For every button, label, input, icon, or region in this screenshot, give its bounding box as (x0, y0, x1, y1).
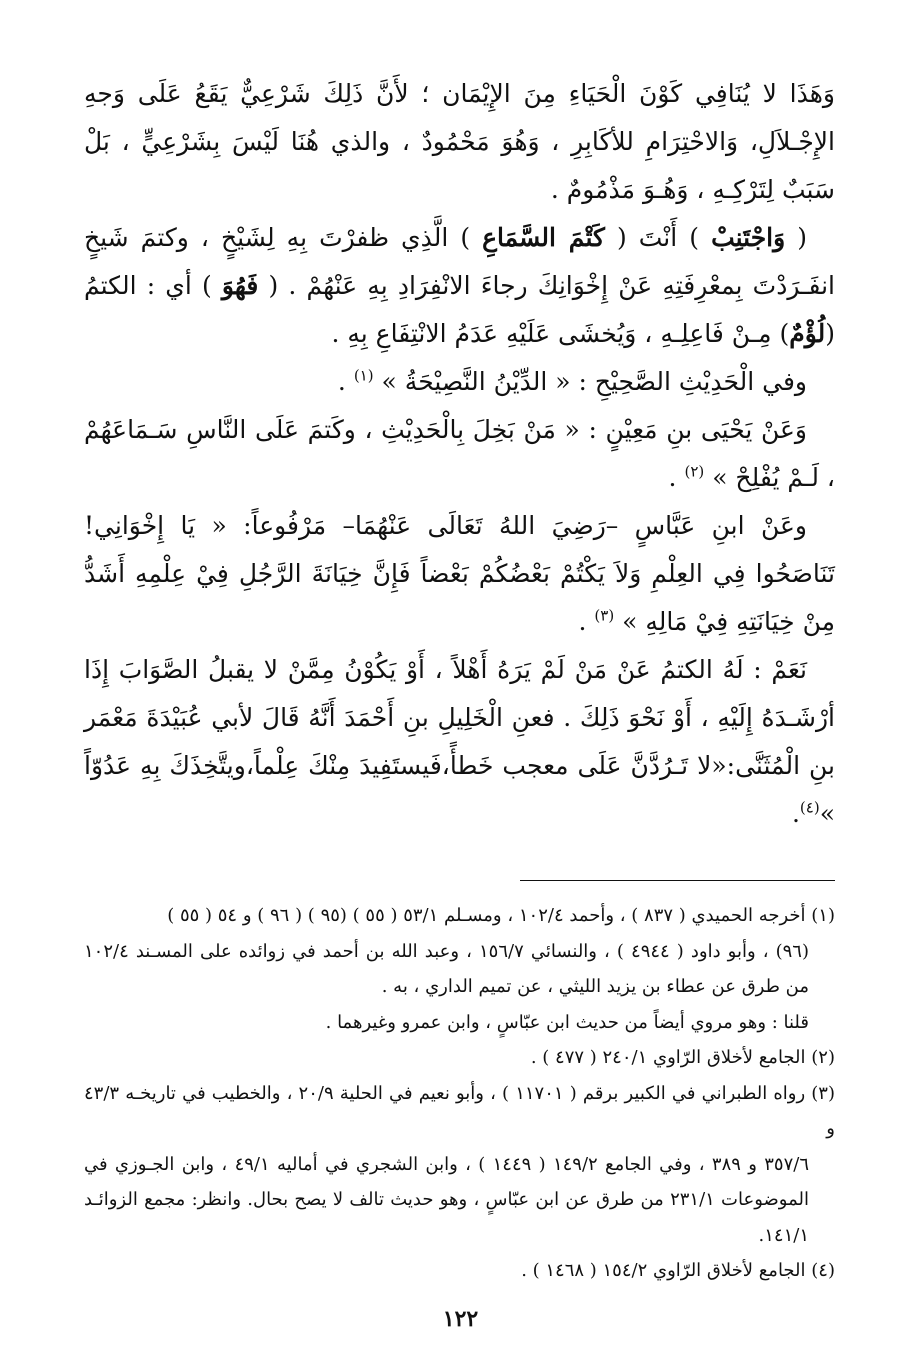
footnote-ref-3[interactable]: (٣) (594, 606, 615, 625)
paragraph-4 (84, 406, 835, 502)
paragraph-5 (84, 502, 835, 646)
paragraph-5-end: . (578, 607, 595, 636)
footnote-1-line-1: (١) أخرجه الحميدي ( ٨٣٧ ) ، وأحمد ١٠٢/٤ ، ومسـلم ٥٣/١ ( ٥٥ ) (٩٥ ) ( ٩٦ ) و ٥٤ ( ٥٥ ) (167, 905, 835, 926)
paragraph-6 (84, 646, 835, 838)
footnotes (84, 898, 835, 1289)
paragraph-4-end: . (668, 463, 685, 492)
footnote-3-line-2: ٣٥٧/٦ و ٣٨٩ ، وفي الجامع ١٤٩/٢ ( ١٤٤٩ ) ، وابن الشجري في أماليه ٤٩/١ ، وابن الجـوزي في الموضوعات ٢٣١/١ من طرق عن ابن عبّاسٍ ، وهو حديث تالف لا يصح بحال. وانظر: مجمع الزوائـد ١٤١/١. (84, 1153, 810, 1246)
paragraph-1 (84, 70, 835, 214)
footnote-1-line-2: (٩٦) ، وأبو داود ( ٤٩٤٤ ) ، والنسائي ١٥٦/٧ ، وعبد الله بن أحمد في زوائده على المسـند ١٠٢/٤ من طرق عن عطاء بن يزيد الليثي ، عن تميم الداري ، به . (84, 940, 809, 997)
paragraph-6-text: نَعَمْ : لَهُ الكتمُ عَنْ مَنْ لَمْ يَرَهُ أَهْلاً ، أَوْ يَكُوْنُ مِمَّنْ لا يقبلُ الصَّوَابَ إِذَا أرْشَـدَهُ إِلَيْهِ ، أَوْ نَحْوَ ذَلِكَ . فعنِ الْخَلِيلِ بنِ أَحْمَدَ أَنَّهُ قَالَ لأبي عُبَيْدَةَ مَعْمَر بنِ الْمُثَنَّى:«لا تَـرُدَّنَّ عَلَى معجب خَطأً،فَيستَفِيدَ مِنْكَ عِلْماً،ويتَّخِذَكَ بِهِ عَدُوّاً » (84, 655, 835, 828)
footnote-1-note: قلنا : وهو مروي أيضاً من حديث ابن عبّاسٍ ، وابن عمرو وغيرهما . (325, 1011, 809, 1033)
footnote-2: (٢) الجامع لأخلاق الرّاوي ٢٤٠/١ ( ٤٧٧ ) . (530, 1047, 835, 1068)
paragraph-3 (84, 358, 835, 406)
footnote-divider (520, 880, 835, 881)
paragraph-4-text: وَعَنْ يَحْيَى بنِ مَعِيْنٍ : « مَنْ بَخِلَ بِالْحَدِيْثِ ، وكَتمَ عَلَى النَّاسِ سَـمَاعَهُمْ ، لَـمْ يُفْلِحْ » (84, 415, 835, 492)
term-katm-alsamaa: كَتْمَ السَّمَاعِ (482, 223, 605, 252)
paragraph-1-text: وَهَذَا لا يُنَافِي كَوْنَ الْحَيَاءِ مِنَ الإِيْمَان ؛ لأَنَّ ذَلِكَ شَرْعِيٌّ يَقَعُ عَلَى وَجهِ الإِجْـلاَلِ، وَالاحْتِرَامِ للأكَابِرِ ، وَهُوَ مَحْمُودٌ ، والذي هُنَا لَيْسَ بِشَرْعِيٍّ ، بَلْ سَبَبٌ لِتَرْكِـهِ ، وَهُـوَ مَذْمُومٌ . (84, 79, 835, 204)
paragraph-5-text: وعَنْ ابنِ عَبَّاسٍ –رَضِيَ اللهُ تَعَالَى عَنْهُمَا– مَرْفُوعاً: « يَا إِخْوَانِي! تَنَاصَحُوا فِي العِلْمِ وَلاَ يَكْتُمْ بَعْضُكُمْ بَعْضاً فَإِنَّ خِيَانَةَ الرَّجُلِ فِيْ عِلْمِهِ أَشَدُّ مِنْ خِيَانَتِهِ فِيْ مَالِهِ » (84, 511, 835, 636)
term-fahuwa: فَهُوَ (221, 271, 259, 300)
term-wajtanib: وَاجْتَنِبْ (711, 223, 786, 252)
footnote-ref-2[interactable]: (٢) (684, 462, 705, 481)
paragraph-2-end: ) مِـنْ فَاعِلِـهِ ، وَيُخشَى عَلَيْهِ عَدَمُ الانْتِفَاعِ بِهِ . (331, 319, 790, 348)
paragraph-3-text: وفي الْحَدِيْثِ الصَّحِيْحِ : « الدِّيْنُ النَّصِيْحَةُ » (381, 367, 807, 396)
footnote-ref-1[interactable]: (١) (353, 366, 374, 385)
paren: ( (785, 223, 807, 252)
page-number: ١٢٢ (442, 1306, 479, 1332)
footnote-3-line-1: (٣) رواه الطبراني في الكبير برقم ( ١١٧٠١ ) ، وأبو نعيم في الحلية ٢٠/٩ ، والخطيب في تاريخـه ٤٣/٣ و (84, 1082, 835, 1139)
paragraph-2 (84, 214, 835, 358)
footnote-ref-4[interactable]: (٤) (799, 798, 820, 817)
main-text (84, 70, 835, 838)
paragraph-3-end: . (337, 367, 354, 396)
paragraph-6-end: . (791, 799, 800, 828)
term-lum: لُؤْمٌ (789, 319, 826, 348)
paragraph-2-mid3: ) أي : الكتمُ ( (84, 271, 835, 348)
footnote-4: (٤) الجامع لأخلاق الرّاوي ١٥٤/٢ ( ١٤٦٨ ) . (521, 1260, 835, 1281)
paragraph-2-mid1: ) أَنْتَ ( (604, 223, 712, 252)
paragraph-2-mid2: ) الَّذِي ظفرْتَ بِهِ لِشَيْخٍ ، وكتمَ شَيخٍ انفَـرَدْتَ بِمعْرِفَتِهِ عَنْ إِخْوَانِكَ رجاءَ الانْفِرَادِ بِهِ عَنْهُمْ . ( (84, 223, 836, 300)
